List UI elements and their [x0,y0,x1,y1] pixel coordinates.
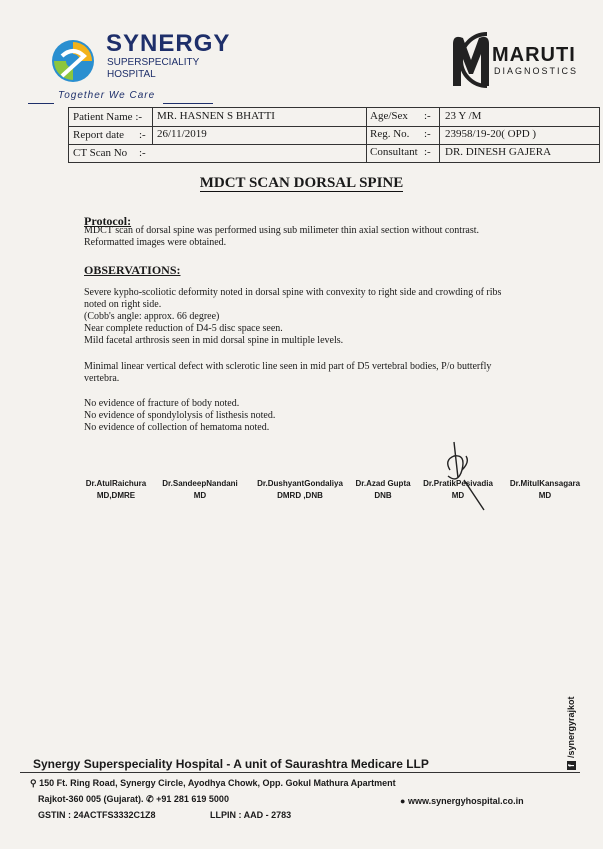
signatory [250,478,350,502]
observations-list [84,287,574,347]
address-line-1: 150 Ft. Ring Road, Synergy Circle, Ayodhya Chowk, Opp. Gokul Mathura Apartment [39,778,396,788]
footer-address-2 [38,794,229,805]
signatory [158,478,242,502]
synergy-logo [50,38,96,84]
signatory-name: Dr.AtulRaichura [85,479,147,488]
protocol-text [84,225,574,249]
report-title-text: MDCT SCAN DORSAL SPINE [199,175,404,191]
globe-icon: ● [400,796,406,806]
social-handle [566,696,576,770]
observation-line: noted on right side. [84,299,162,310]
observations-heading: OBSERVATIONS: [84,263,181,277]
ct-scan-label: CT Scan No [73,147,128,159]
negative-line: No evidence of collection of hematoma noted. [84,422,270,433]
signatory-degree: DNB [374,491,392,500]
phone-icon: ✆ [146,794,154,804]
facebook-icon: f [567,761,576,770]
hospital-name: SYNERGY [106,30,231,57]
footer-rule [20,772,580,773]
tagline-rule-right [163,103,213,104]
report-date-value: 26/11/2019 [157,128,207,140]
tagline-rule-left [28,103,54,104]
signatory [78,478,154,502]
partner-subtitle: DIAGNOSTICS [494,66,579,76]
protocol-heading: Protocol: [84,214,132,228]
partner-name: MARUTI [492,44,576,66]
address-line-2: Rajkot-360 005 (Gujarat). [38,794,144,804]
observation-line: Severe kypho-scoliotic deformity noted in dorsal spine with convexity to right side and crowding of ribs [84,287,502,298]
signatory-name: Dr.Azad Gupta [355,479,411,488]
consultant-sep: :- [424,146,431,158]
hospital-sub-line1: SUPERSPECIALITY [107,57,200,68]
observation-line: Near complete reduction of D4-5 disc space seen. [84,323,283,334]
reg-no-sep: :- [424,128,431,140]
footer-llpin: LLPIN : AAD - 2783 [210,810,292,820]
signatory-name: Dr.DushyantGondaliya [257,479,343,488]
report-date-label: Report date [73,129,125,141]
footer-address-1 [30,778,396,789]
signatory-degree: MD [538,491,552,500]
patient-name-value: MR. HASNEN S BHATTI [157,110,275,122]
signatory [348,478,418,502]
observation-line: (Cobb's angle: approx. 66 degree) [84,311,220,322]
signatory-degree: MD [451,491,465,500]
maruti-logo [447,30,495,90]
ct-scan-sep: :- [139,147,146,159]
signatory-name: Dr.SandeepNandani [162,479,238,488]
patient-info-table [68,107,600,163]
signatory-name: Dr.PratikPesivadia [423,479,493,488]
phone-number: +91 281 619 5000 [156,794,229,804]
report-date-sep: :- [139,129,146,141]
footer-website [400,796,524,806]
consultant-label: Consultant [370,146,418,158]
website-text: www.synergyhospital.co.in [407,796,524,806]
defect-line: vertebra. [84,373,120,384]
signatory-degree: DMRD ,DNB [277,491,323,500]
negative-line: No evidence of spondylolysis of listhesis noted. [84,410,276,421]
hospital-subtitle [107,57,199,81]
signatory-degree: MD,DMRE [96,491,136,500]
age-sex-sep: :- [424,110,431,122]
footer-title: Synergy Superspeciality Hospital - A unit of Saurashtra Medicare LLP [33,757,429,771]
signatory-degree: MD [193,491,207,500]
observation-line: Mild facetal arthrosis seen in mid dorsal spine in multiple levels. [84,335,344,346]
tagline: Together We Care [58,90,156,101]
protocol-line: Reformatted images were obtained. [84,237,227,248]
hospital-sub-line2: HOSPITAL [107,69,156,80]
protocol-line: MDCT scan of dorsal spine was performed using sub milimeter thin axial section without contrast. [84,225,480,236]
negative-findings [84,398,574,434]
report-title [0,175,603,192]
age-sex-label: Age/Sex [370,110,408,122]
footer-gstin: GSTIN : 24ACTFS3332C1Z8 [38,810,156,820]
signatory [506,478,584,502]
reg-no-label: Reg. No. [370,128,410,140]
location-pin-icon: ⚲ [30,778,37,788]
reg-no-value: 23958/19-20( OPD ) [445,128,537,140]
consultant-value: DR. DINESH GAJERA [445,146,552,158]
negative-line: No evidence of fracture of body noted. [84,398,240,409]
defect-text [84,361,574,385]
signatory-name: Dr.MitulKansagara [509,479,581,488]
signatory [418,478,498,502]
defect-line: Minimal linear vertical defect with sclerotic line seen in mid part of D5 vertebral bodies, P/o butterfly [84,361,492,372]
age-sex-value: 23 Y /M [445,110,482,122]
patient-name-label: Patient Name :- [73,111,143,123]
social-handle-text: /synergyrajkot [566,696,576,758]
